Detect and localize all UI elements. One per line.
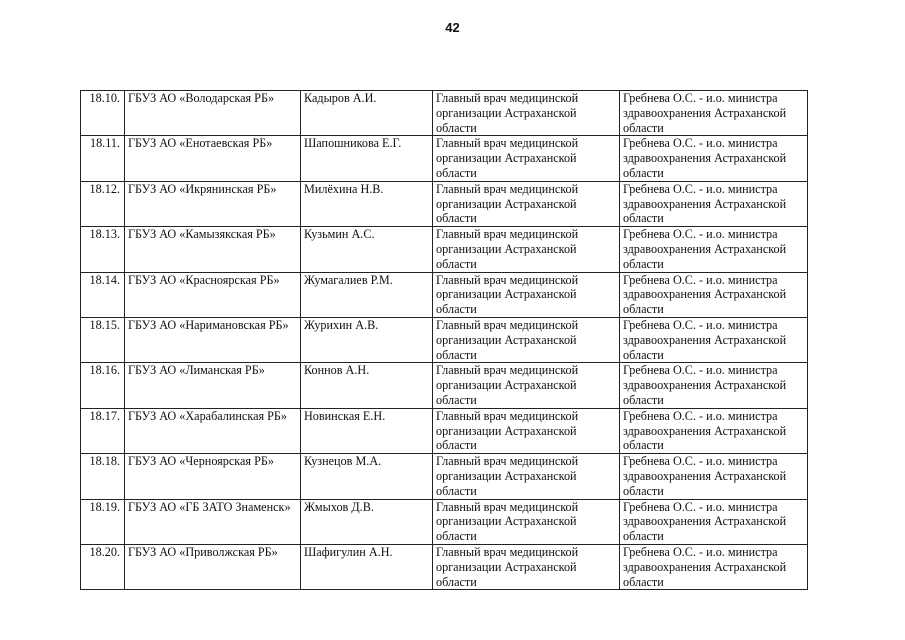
table-row xyxy=(81,227,808,272)
organization-cell: ГБУЗ АО «ГБ ЗАТО Знаменск» xyxy=(125,499,301,544)
row-number-cell: 18.20. xyxy=(81,544,125,589)
position-cell: Главный врач медицинской организации Астраханской области xyxy=(433,227,620,272)
official-cell: Гребнева О.С. - и.о. министра здравоохранения Астраханской области xyxy=(620,272,808,317)
person-name-cell: Журихин А.В. xyxy=(301,317,433,362)
row-number-cell: 18.19. xyxy=(81,499,125,544)
official-cell: Гребнева О.С. - и.о. министра здравоохранения Астраханской области xyxy=(620,317,808,362)
official-cell: Гребнева О.С. - и.о. министра здравоохранения Астраханской области xyxy=(620,136,808,181)
table-row xyxy=(81,544,808,589)
person-name-cell: Милёхина Н.В. xyxy=(301,181,433,226)
table-row xyxy=(81,91,808,136)
organization-cell: ГБУЗ АО «Харабалинская РБ» xyxy=(125,408,301,453)
official-cell: Гребнева О.С. - и.о. министра здравоохранения Астраханской области xyxy=(620,544,808,589)
position-cell: Главный врач медицинской организации Астраханской области xyxy=(433,136,620,181)
person-name-cell: Кузнецов М.А. xyxy=(301,454,433,499)
row-number-cell: 18.11. xyxy=(81,136,125,181)
person-name-cell: Жмыхов Д.В. xyxy=(301,499,433,544)
table-row xyxy=(81,317,808,362)
row-number-cell: 18.17. xyxy=(81,408,125,453)
row-number-cell: 18.16. xyxy=(81,363,125,408)
official-cell: Гребнева О.С. - и.о. министра здравоохранения Астраханской области xyxy=(620,363,808,408)
official-cell: Гребнева О.С. - и.о. министра здравоохранения Астраханской области xyxy=(620,408,808,453)
person-name-cell: Шафигулин А.Н. xyxy=(301,544,433,589)
position-cell: Главный врач медицинской организации Астраханской области xyxy=(433,499,620,544)
person-name-cell: Жумагалиев Р.М. xyxy=(301,272,433,317)
position-cell: Главный врач медицинской организации Астраханской области xyxy=(433,91,620,136)
organization-cell: ГБУЗ АО «Черноярская РБ» xyxy=(125,454,301,499)
person-name-cell: Шапошникова Е.Г. xyxy=(301,136,433,181)
person-name-cell: Кузьмин А.С. xyxy=(301,227,433,272)
position-cell: Главный врач медицинской организации Астраханской области xyxy=(433,544,620,589)
row-number-cell: 18.14. xyxy=(81,272,125,317)
position-cell: Главный врач медицинской организации Астраханской области xyxy=(433,408,620,453)
organization-cell: ГБУЗ АО «Приволжская РБ» xyxy=(125,544,301,589)
position-cell: Главный врач медицинской организации Астраханской области xyxy=(433,363,620,408)
position-cell: Главный врач медицинской организации Астраханской области xyxy=(433,181,620,226)
table-row xyxy=(81,499,808,544)
row-number-cell: 18.13. xyxy=(81,227,125,272)
appointments-table xyxy=(80,90,808,590)
row-number-cell: 18.10. xyxy=(81,91,125,136)
position-cell: Главный врач медицинской организации Астраханской области xyxy=(433,272,620,317)
organization-cell: ГБУЗ АО «Енотаевская РБ» xyxy=(125,136,301,181)
organization-cell: ГБУЗ АО «Икрянинская РБ» xyxy=(125,181,301,226)
official-cell: Гребнева О.С. - и.о. министра здравоохранения Астраханской области xyxy=(620,181,808,226)
official-cell: Гребнева О.С. - и.о. министра здравоохранения Астраханской области xyxy=(620,91,808,136)
row-number-cell: 18.15. xyxy=(81,317,125,362)
person-name-cell: Коннов А.Н. xyxy=(301,363,433,408)
table-row xyxy=(81,408,808,453)
official-cell: Гребнева О.С. - и.о. министра здравоохранения Астраханской области xyxy=(620,499,808,544)
organization-cell: ГБУЗ АО «Камызякская РБ» xyxy=(125,227,301,272)
organization-cell: ГБУЗ АО «Наримановская РБ» xyxy=(125,317,301,362)
page-number: 42 xyxy=(445,20,460,35)
organization-cell: ГБУЗ АО «Володарская РБ» xyxy=(125,91,301,136)
position-cell: Главный врач медицинской организации Астраханской области xyxy=(433,317,620,362)
position-cell: Главный врач медицинской организации Астраханской области xyxy=(433,454,620,499)
row-number-cell: 18.18. xyxy=(81,454,125,499)
table-row xyxy=(81,181,808,226)
person-name-cell: Новинская Е.Н. xyxy=(301,408,433,453)
person-name-cell: Кадыров А.И. xyxy=(301,91,433,136)
table-row xyxy=(81,454,808,499)
table-row xyxy=(81,363,808,408)
organization-cell: ГБУЗ АО «Красноярская РБ» xyxy=(125,272,301,317)
row-number-cell: 18.12. xyxy=(81,181,125,226)
official-cell: Гребнева О.С. - и.о. министра здравоохранения Астраханской области xyxy=(620,227,808,272)
organization-cell: ГБУЗ АО «Лиманская РБ» xyxy=(125,363,301,408)
table-row xyxy=(81,272,808,317)
table-row xyxy=(81,136,808,181)
official-cell: Гребнева О.С. - и.о. министра здравоохранения Астраханской области xyxy=(620,454,808,499)
